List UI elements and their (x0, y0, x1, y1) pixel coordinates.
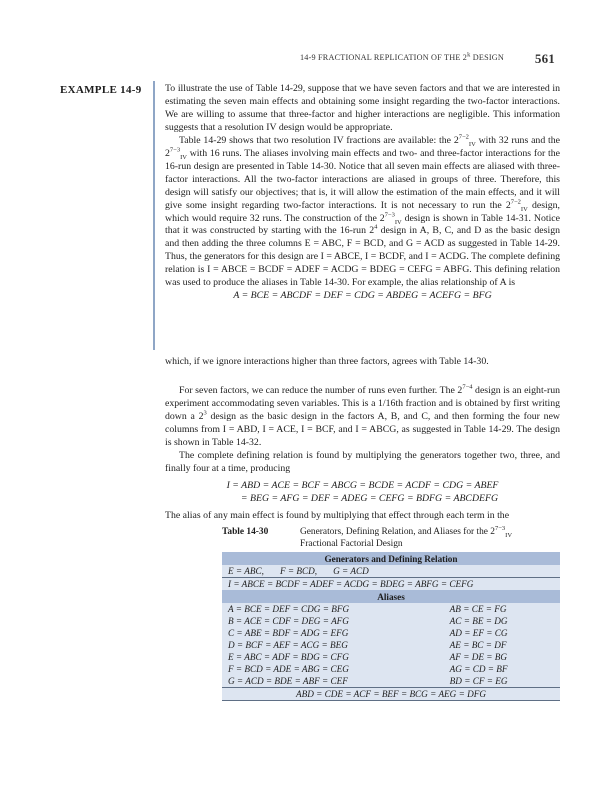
paragraph-agree: which, if we ignore interactions higher than three factors, agrees with Table 14-30. (165, 356, 489, 367)
running-title: 14-9 FRACTIONAL REPLICATION OF THE 2$^k$ DESIGN (300, 51, 505, 62)
defining-relation-line2: = BEG = AFG = DEF = ADEG = CEFG = BDFG = ABCDEFG (240, 492, 499, 504)
alias-equation-a: A = BCE = ABCDF = DEF = CDG = ABDEG = ACEFG = BFG (233, 290, 492, 302)
table-row-last: ABD = CDE = ACF = BEF = BCG = AEG = DFG (222, 688, 560, 701)
table-row: E = ABC = ADF = BDG = CFG AF = DE = BG (222, 651, 560, 663)
paragraph-design: Table 14-29 shows that two resolution IV fractions are available: the $2^{7-2}_{IV}$ with 32 runs and the $2^{7-3}_{IV}$ with 16 runs. The aliases involving main effects and two- and three-factor interactions for the 16-run design are presented in Table 14-30. Notice that all seven main effects are aliased with three-factor interactions. All the two-factor interactions are aliased in groups of three. Therefore, this design will satisfy our objectives; that is, it will allow the estimation of the main effects, and it will give some insight regarding two-factor interactions. It is not necessary to run the $2^{7-2}_{IV}$ design, which would require 32 runs. The construction of the $2^{7-3}_{IV}$ design is shown in Table 14-31. Notice that it was constructed by starting with the 16-run $2^4$ design in A, B, C, and D as the basic design and then adding the three columns E = ABC, F = BCD, and G = ACD as suggested in Table 14-29. Thus, the generators for this design are I = ABCE, I = BCDF, and I = ACDG. The complete defining relation is I = ABCE = BCDF = ADEF = ACDG = BDEG = CEFG = ABFG. This defining relation was used to produce the aliases in Table 14-30. For example, the alias relationship of A is (165, 133, 560, 289)
body-continued (165, 356, 560, 369)
paragraph-defining-relation: The complete defining relation is found by multiplying the generators together two, three, and finally four at a time, producing (165, 449, 560, 474)
paragraph-alias-main: The alias of any main effect is found by multiplying that effect through each term in the (165, 509, 510, 521)
running-header (300, 51, 555, 66)
defining-relation-line1: I = ABD = ACE = BCF = ABCG = BCDE = ACDF = CDG = ABEF (226, 479, 499, 491)
table-row: F = BCD = ADE = ABG = CEG AG = CD = BF (222, 663, 560, 675)
table-header-aliases: Aliases (222, 590, 560, 603)
paragraph-intro: To illustrate the use of Table 14-29, suppose that we have seven factors and that we are interested in estimating the seven main effects and obtaining some insight regarding the two-factor interactions. We are willing to assume that three-factor and higher interactions are negligible. This information suggests that a resolution IV design would be appropriate. (165, 83, 560, 133)
table-row: D = BCF = AEF = ACG = BEG AE = BC = DF (222, 639, 560, 651)
page-number: 561 (534, 51, 555, 66)
paragraph-seven-factors: For seven factors, we can reduce the number of runs even further. The $2^{7-4}$ design is an eight-run experiment accommodating seven variables. This is a 1/16th fraction and is obtained by first writing down a $2^3$ design as the basic design in the factors A, B, and C, and then forming the four new columns from I = ABD, I = ACE, I = BCF, and I = ABCG, as suggested in Table 14-29. The design is shown in Table 14-32. (165, 383, 560, 448)
table-row: C = ABE = BDF = ADG = EFG AD = EF = CG (222, 627, 560, 639)
table-title: Generators, Defining Relation, and Aliases for the $2^{7-3}_{IV}$ Fractional Factorial Design (300, 524, 513, 549)
example-body (165, 83, 560, 303)
table-row: G = ACD = BDE = ABF = CEF BD = CF = EG (222, 675, 560, 688)
example-label: EXAMPLE 14-9 (60, 84, 142, 96)
body-seven-factors (165, 385, 560, 523)
alias-table (222, 552, 560, 701)
table-row: A = BCE = DEF = CDG = BFG AB = CE = FG (222, 603, 560, 615)
example-margin-bar (153, 81, 155, 350)
generators-row: E = ABC, F = BCD, G = ACD (222, 565, 560, 578)
table-number: Table 14-30 (222, 527, 269, 537)
table-header-generators: Generators and Defining Relation (222, 552, 560, 565)
table-row: B = ACE = CDF = DEG = AFG AC = BE = DG (222, 615, 560, 627)
defining-relation-row: I = ABCE = BCDF = ADEF = ACDG = BDEG = ABFG = CEFG (222, 578, 560, 591)
